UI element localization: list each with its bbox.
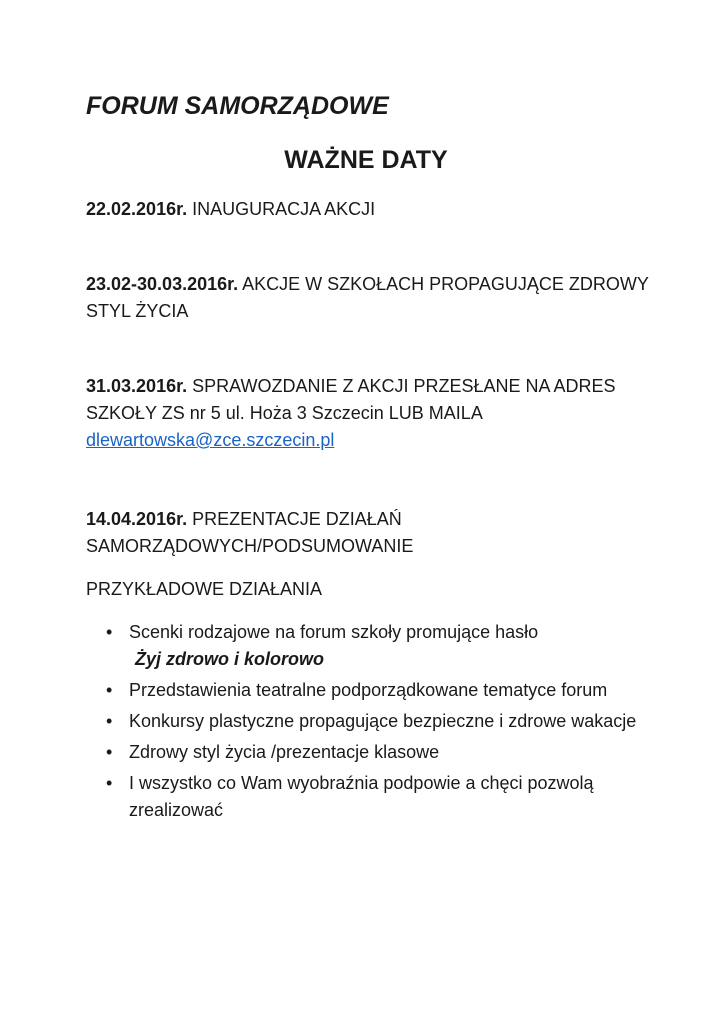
entry-text: AKCJE W SZKOŁACH PROPAGUJĄCE ZDROWY STYL ŻYCIA [86, 274, 649, 321]
list-item [86, 739, 649, 766]
slogan-text: Żyj zdrowo i kolorowo [135, 649, 324, 669]
date-entry [86, 271, 686, 325]
document-page [86, 88, 686, 828]
entry-date: 23.02-30.03.2016r. [86, 274, 239, 294]
bullet-icon: • [106, 742, 113, 762]
list-item-text: Scenki rodzajowe na forum szkoły promujące hasło [129, 622, 539, 642]
section-label: PRZYKŁADOWE DZIAŁANIA [86, 579, 323, 599]
date-entry [86, 196, 686, 223]
entry-text: SPRAWOZDANIE Z AKCJI PRZESŁANE NA ADRES SZKOŁY ZS nr 5 ul. Hoża 3 Szczecin LUB MAILA [86, 376, 616, 423]
date-entry [86, 506, 686, 560]
list-item [86, 708, 649, 735]
entry-date: 14.04.2016r. [86, 509, 188, 529]
date-entry [86, 373, 686, 454]
email-link[interactable]: dlewartowska@zce.szczecin.pl [86, 430, 335, 450]
bullet-icon: • [106, 773, 113, 793]
list-item-text: Przedstawienia teatralne podporządkowane tematyce forum [129, 680, 608, 700]
list-item [86, 770, 649, 824]
list-item [86, 619, 649, 673]
entry-date: 22.02.2016r. [86, 199, 188, 219]
list-item [86, 677, 649, 704]
bullet-icon: • [106, 622, 113, 642]
entry-text: PREZENTACJE DZIAŁAŃ SAMORZĄDOWYCH/PODSUMOWANIE [86, 509, 414, 556]
bullet-icon: • [106, 711, 113, 731]
list-item-text: Konkursy plastyczne propagujące bezpieczne i zdrowe wakacje [129, 711, 637, 731]
document-subtitle: WAŻNE DATY [284, 146, 448, 174]
entry-date: 31.03.2016r. [86, 376, 188, 396]
entry-text: INAUGURACJA AKCJI [187, 199, 376, 219]
list-item-text: I wszystko co Wam wyobraźnia podpowie a chęci pozwolą zrealizować [129, 773, 594, 820]
list-item-text: Zdrowy styl życia /prezentacje klasowe [129, 742, 440, 762]
document-title: FORUM SAMORZĄDOWE [86, 92, 389, 120]
actions-list [86, 619, 686, 824]
bullet-icon: • [106, 680, 113, 700]
